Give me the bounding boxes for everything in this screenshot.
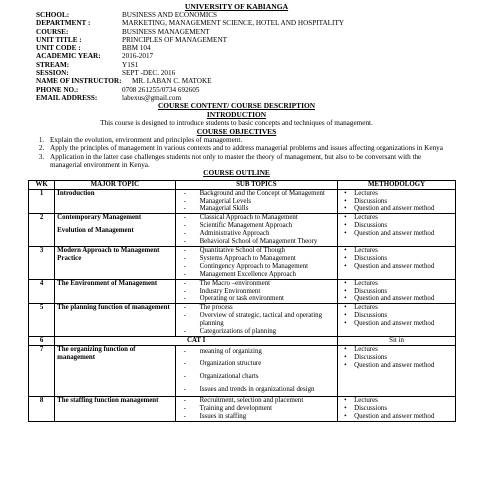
table-row — [29, 189, 456, 214]
major-topic: Contemporary Management — [57, 214, 142, 222]
cat-label: CAT I — [55, 336, 338, 345]
major-topic-secondary: Evolution of Management — [57, 227, 134, 235]
subtopic-item: - The Macro –environment — [178, 280, 336, 288]
subtopic-item: - meaning of organizing — [178, 346, 336, 359]
table-header-row — [29, 180, 456, 189]
objective-item: 3. Application in the latter case challenges students not only to master the theory of management, but also to be conversant with the managerial environment in Kenya. — [46, 153, 451, 169]
objective-item: 1. Explain the evolution, environment and principles of management. — [46, 136, 451, 144]
info-value: 2016-2017 — [122, 52, 154, 61]
table-row — [29, 247, 456, 280]
methodology-list — [340, 280, 453, 304]
subtopic-item: - Background and the Concept of Management — [178, 190, 336, 198]
week-number: 3 — [29, 247, 55, 280]
outline-heading: COURSE OUTLINE — [203, 168, 270, 178]
week-number: 4 — [29, 279, 55, 304]
methodology-list — [340, 304, 453, 328]
methodology-item: • Lectures — [340, 346, 453, 354]
info-label: ACADEMIC YEAR: — [36, 52, 101, 61]
university-title: UNIVERSITY OF KABIANGA — [184, 2, 289, 11]
week-number: 1 — [29, 189, 55, 214]
week-number: 8 — [29, 397, 55, 422]
week-number: 7 — [29, 345, 55, 396]
methodology-list — [340, 247, 453, 271]
course-info — [36, 11, 451, 102]
subtopic-item: - Operating or task environment — [178, 295, 336, 303]
methodology-item: • Question and answer method — [340, 413, 453, 421]
subtopic-item: - Managerial Levels — [178, 198, 336, 206]
methodology-item: • Lectures — [340, 247, 453, 255]
info-label: UNIT CODE : — [36, 44, 81, 53]
methodology-item: • Lectures — [340, 304, 453, 312]
info-label: PHONE NO.: — [36, 85, 79, 94]
methodology-item: • Lectures — [340, 214, 453, 222]
objectives-heading: COURSE OBJECTIVES — [196, 126, 277, 136]
subtopic-list — [178, 280, 336, 304]
methodology-list — [340, 190, 453, 214]
methodology-item: • Question and answer method — [340, 362, 453, 370]
info-label: DEPARTMENT : — [36, 19, 91, 28]
subtopic-item: - Training and development — [178, 405, 336, 413]
subtopic-list — [178, 190, 336, 214]
info-label: STREAM: — [36, 60, 70, 69]
info-value: labexus@gmail.com — [122, 93, 182, 102]
header-wk: WK — [29, 180, 55, 189]
header-methodology: METHODOLOGY — [338, 180, 456, 189]
info-value: 0708 261255/0734 692605 — [122, 85, 200, 94]
info-value: SEPT -DEC. 2016 — [122, 69, 176, 78]
cat-method: Sit in — [338, 336, 456, 345]
subtopic-list — [178, 247, 336, 279]
subtopic-item: - Industry Environment — [178, 288, 336, 296]
major-topic: Introduction — [55, 189, 175, 214]
info-label: SESSION: — [36, 69, 69, 78]
methodology-item: • Discussions — [340, 312, 453, 320]
subtopic-item: - Managerial Skills — [178, 205, 336, 213]
objective-item: 2. Apply the principles of management in various contexts and to address managerial problems and issues affecting organizations in Kenya — [46, 144, 451, 152]
info-label: COURSE: — [36, 27, 69, 36]
info-label: EMAIL ADDRESS: — [36, 93, 98, 102]
methodology-item: • Discussions — [340, 198, 453, 206]
subtopic-item: - Organizational charts — [178, 371, 336, 384]
subtopic-item: - Management Excellence Approach — [178, 271, 336, 279]
major-topic: The planning function of management — [55, 304, 175, 337]
methodology-item: • Discussions — [340, 405, 453, 413]
table-row — [29, 345, 456, 396]
methodology-list — [340, 397, 453, 421]
subtopic-list — [178, 346, 336, 396]
subtopic-item: - Issues and trends in organizational design — [178, 384, 336, 397]
week-number: 2 — [29, 214, 55, 247]
info-value: Y1S1 — [122, 60, 139, 69]
subtopic-item: - Issues in staffing — [178, 413, 336, 421]
info-value: BUSINESS MANAGEMENT — [122, 27, 210, 36]
header-subtopics: SUB TOPICS — [175, 180, 338, 189]
subtopic-item: - Organization structure — [178, 358, 336, 371]
subtopic-list — [178, 397, 336, 421]
methodology-item: • Lectures — [340, 397, 453, 405]
subtopic-item: - Scientific Management Approach — [178, 222, 336, 230]
info-value: BBM 104 — [122, 44, 151, 53]
major-topic: Modern Approach to Management Practice — [55, 247, 175, 280]
info-value: BUSINESS AND ECONOMICS — [122, 11, 218, 19]
week-number: 6 — [29, 336, 55, 345]
subtopic-item: - Classical Approach to Management — [178, 214, 336, 222]
methodology-item: • Question and answer method — [340, 320, 453, 328]
table-row-cat — [29, 336, 456, 345]
document-page — [0, 2, 495, 497]
course-content-heading: COURSE CONTENT/ COURSE DESCRIPTION — [157, 101, 316, 111]
header-topic: MAJOR TOPIC — [55, 180, 175, 189]
methodology-item: • Lectures — [340, 280, 453, 288]
methodology-list — [340, 214, 453, 238]
info-label: NAME OF INSTRUCTOR: — [36, 77, 122, 86]
info-value: MARKETING, MANAGEMENT SCIENCE, HOTEL AND HOSPITALITY — [122, 19, 345, 28]
subtopic-list — [178, 214, 336, 246]
major-topic: The Environment of Management — [55, 279, 175, 304]
table-row — [29, 214, 456, 247]
info-label: SCHOOL: — [36, 11, 70, 19]
subtopic-item: - Categorizations of planning — [178, 328, 336, 336]
info-value: MR. LABAN C. MATOKE — [132, 77, 212, 86]
subtopic-item: - Recruitment, selection and placement — [178, 397, 336, 405]
info-value: PRINCIPLES OF MANAGEMENT — [122, 35, 228, 44]
info-label: UNIT TITLE : — [36, 35, 82, 44]
subtopic-item: - Overview of strategic, tactical and operating planning — [178, 312, 336, 328]
methodology-item: • Question and answer method — [340, 230, 453, 238]
table-row — [29, 397, 456, 422]
week-number: 5 — [29, 304, 55, 337]
subtopic-item: - Behavioral School of Management Theory — [178, 238, 336, 246]
subtopic-list — [178, 304, 336, 336]
major-topic: The organizing function of management — [55, 345, 175, 396]
introduction-text: This course is designed to introduce students to basic concepts and techniques of management. — [100, 119, 373, 128]
subtopic-item: - Quantitative School of Though — [178, 247, 336, 255]
course-outline-table — [28, 180, 456, 422]
methodology-item: • Discussions — [340, 255, 453, 263]
methodology-item: • Question and answer method — [340, 263, 453, 271]
subtopic-item: - The process — [178, 304, 336, 312]
subtopic-item: - Contingency Approach to Management — [178, 263, 336, 271]
methodology-item: • Lectures — [340, 190, 453, 198]
objectives-list — [22, 136, 451, 169]
introduction-heading: INTRODUCTION — [206, 109, 267, 119]
subtopic-item: - Systems Approach to Management — [178, 255, 336, 263]
methodology-list — [340, 346, 453, 370]
methodology-item: • Discussions — [340, 222, 453, 230]
methodology-item: • Discussions — [340, 288, 453, 296]
methodology-item: • Discussions — [340, 354, 453, 362]
major-topic: The staffing function management — [55, 397, 175, 422]
methodology-item: • Question and answer method — [340, 295, 453, 303]
table-row — [29, 304, 456, 337]
table-row — [29, 279, 456, 304]
methodology-item: • Question and answer method — [340, 205, 453, 213]
subtopic-item: - Administrative Approach — [178, 230, 336, 238]
